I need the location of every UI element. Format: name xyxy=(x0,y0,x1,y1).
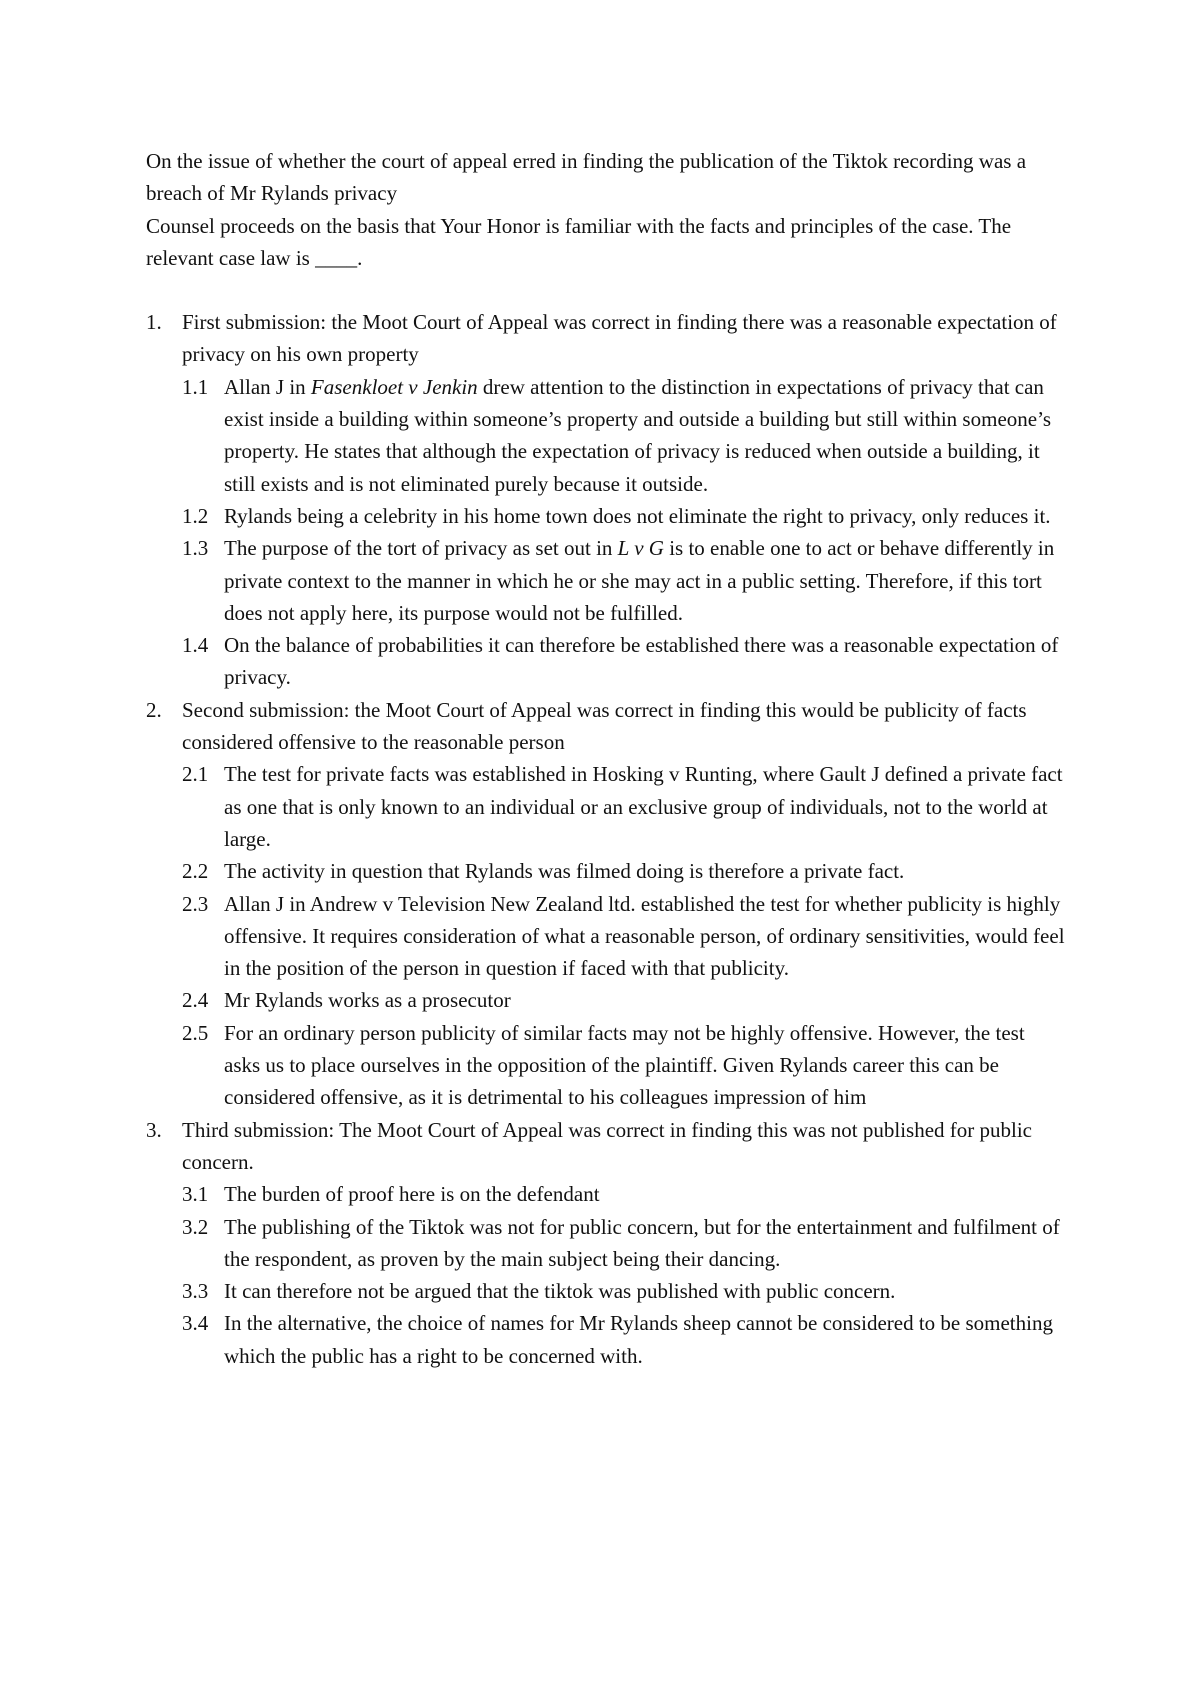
point-3-3 xyxy=(182,1275,1066,1307)
point-text: The test for private facts was established in Hosking v Runting, where Gault J defined a private fact as one that is only known to an individual or an exclusive group of individuals, not to the world at large. xyxy=(224,762,1063,851)
point-1-3 xyxy=(182,532,1066,629)
issue-statement: On the issue of whether the court of appeal erred in finding the publication of the Tiktok recording was a breach of Mr Rylands privacy xyxy=(146,149,1027,206)
point-text: Mr Rylands works as a prosecutor xyxy=(224,988,511,1013)
point-text: On the balance of probabilities it can therefore be established there was a reasonable expectation of privacy. xyxy=(224,633,1059,690)
submission-number: 3. xyxy=(146,1117,162,1142)
point-list xyxy=(182,1178,1066,1372)
point-number: 2.1 xyxy=(182,762,209,787)
point-number: 1.1 xyxy=(182,374,209,399)
point-list xyxy=(182,758,1066,1113)
point-number: 3.4 xyxy=(182,1311,209,1336)
point-2-3 xyxy=(182,888,1066,985)
point-number: 2.5 xyxy=(182,1020,209,1045)
point-1-1 xyxy=(182,371,1066,500)
case-name: Fasenkloet v Jenkin xyxy=(310,374,478,399)
point-number: 2.2 xyxy=(182,859,209,884)
point-list xyxy=(182,371,1066,694)
point-text: The activity in question that Rylands was filmed doing is therefore a private fact. xyxy=(224,859,905,884)
submission-title: Second submission: the Moot Court of Appeal was correct in finding this would be publicity of facts considered offensive to the reasonable person xyxy=(182,697,1027,755)
point-number: 1.4 xyxy=(182,633,209,658)
point-2-4 xyxy=(182,984,1066,1016)
intro xyxy=(146,145,1066,274)
submission-title: First submission: the Moot Court of Appeal was correct in finding there was a reasonable expectation of privacy on his own property xyxy=(182,310,1057,367)
point-2-1 xyxy=(182,758,1066,855)
point-2-5 xyxy=(182,1017,1066,1114)
point-3-2 xyxy=(182,1211,1066,1276)
submission-1 xyxy=(146,306,1066,694)
point-3-4 xyxy=(182,1307,1066,1372)
submissions-list xyxy=(146,306,1066,1372)
point-text: It can therefore not be argued that the tiktok was published with public concern. xyxy=(224,1279,896,1304)
point-number: 3.2 xyxy=(182,1214,209,1239)
case-name: L v G xyxy=(617,536,664,561)
blank-line xyxy=(146,274,1066,306)
point-text-post: is to enable one to act or behave differently in private context to the manner in which he or she may act in a public setting. Therefore, if this tort does not apply here, its purpose would not be fulfilled. xyxy=(224,536,1055,625)
point-text-pre: Allan J in xyxy=(224,374,311,399)
counsel-statement: Counsel proceeds on the basis that Your Honor is familiar with the facts and principles of the case. The relevant case law is ____. xyxy=(146,213,1012,270)
point-text: The publishing of the Tiktok was not for public concern, but for the entertainment and fulfilment of the respondent, as proven by the main subject being their dancing. xyxy=(224,1214,1060,1271)
point-number: 3.1 xyxy=(182,1182,209,1207)
point-2-2 xyxy=(182,855,1066,887)
point-1-2 xyxy=(182,500,1066,532)
point-number: 1.3 xyxy=(182,536,209,561)
point-1-4 xyxy=(182,629,1066,694)
point-number: 2.4 xyxy=(182,988,209,1013)
point-text-pre: The purpose of the tort of privacy as set out in xyxy=(224,536,618,561)
point-number: 1.2 xyxy=(182,503,209,528)
submission-number: 1. xyxy=(146,310,162,335)
point-number: 2.3 xyxy=(182,891,209,916)
point-text: For an ordinary person publicity of similar facts may not be highly offensive. However, the test asks us to place ourselves in the opposition of the plaintiff. Given Rylands career this can be considered offensive, as it is detrimental to his colleagues impression of him xyxy=(224,1020,1025,1110)
submission-3 xyxy=(146,1114,1066,1372)
point-text: Rylands being a celebrity in his home town does not eliminate the right to privacy, only reduces it. xyxy=(224,503,1051,528)
submission-title: Third submission: The Moot Court of Appeal was correct in finding this was not published for public concern. xyxy=(182,1117,1033,1174)
point-3-1 xyxy=(182,1178,1066,1210)
point-text: Allan J in Andrew v Television New Zealand ltd. established the test for whether publicity is highly offensive. It requires consideration of what a reasonable person, of ordinary sensitivities, would feel in the position of the person in question if faced with that publicity. xyxy=(224,891,1065,981)
point-number: 3.3 xyxy=(182,1279,209,1304)
point-text-post: drew attention to the distinction in expectations of privacy that can exist inside a building within someone’s property and outside a building but still within someone’s property. He states that although the expectation of privacy is reduced when outside a building, it still exists and is not eliminated purely because it outside. xyxy=(224,374,1052,496)
point-text: The burden of proof here is on the defendant xyxy=(224,1182,600,1207)
submission-number: 2. xyxy=(146,697,162,722)
document-body xyxy=(146,145,1066,1372)
submission-2 xyxy=(146,694,1066,1114)
point-text: In the alternative, the choice of names for Mr Rylands sheep cannot be considered to be something which the public has a right to be concerned with. xyxy=(224,1311,1053,1368)
